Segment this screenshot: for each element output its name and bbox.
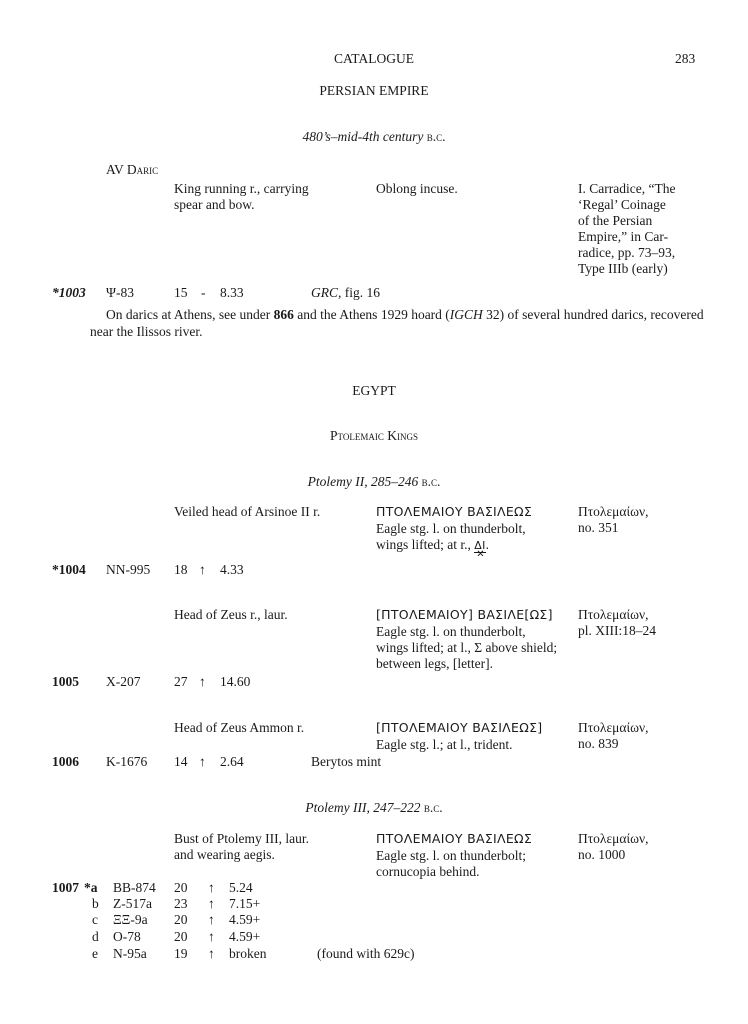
period-text: 480’s–mid-4th century [302,129,424,144]
period-era: b.c. [426,129,446,144]
reverse-description: Eagle stg. l. on thunderbolt; cornucopia behind. [376,848,526,879]
inventory-number: BB-874 [113,880,156,895]
note-italic-ref: IGCH [449,307,483,322]
note-part3: 32) of several hundred darics, recovered near the Ilissos river. [90,307,704,339]
reference-citation: Πτολεμαίων, no. 1000 [578,831,649,862]
entry-number: 1007 [52,880,79,895]
diameter: 23 [174,896,188,911]
weight: 4.59+ [229,929,261,944]
reverse-description: Eagle stg. l. on thunderbolt, wings lifted; at l., Σ above shield; between legs, [letter]. [376,624,558,671]
period-heading [0,129,748,145]
obverse-description: Veiled head of Arsinoe II r. [174,504,321,519]
diameter: 19 [174,946,188,961]
reverse-legend: [ΠΤΟΛΕΜΑΙΟΥ] ΒΑΣΙΛΕ[ΩΣ] [376,607,553,622]
inventory-number: K-1676 [106,754,148,769]
die-axis: ↑ [208,912,215,927]
weight: 7.15+ [229,896,261,911]
commentary-paragraph [90,306,708,340]
reign-text: Ptolemy III, 247–222 [305,800,421,815]
diameter: 15 [174,285,188,300]
reference-citation: Πτολεμαίων, pl. XIII:18–24 [578,607,656,638]
die-axis: ↑ [208,946,215,961]
weight: 14.60 [220,674,251,689]
inventory-number: Ψ-83 [106,285,134,300]
section-title-persian: PERSIAN EMPIRE [319,83,429,98]
reverse-legend: ΠΤΟΛΕΜΑΙΟΥ ΒΑΣΙΛΕΩΣ [376,504,533,519]
inventory-number: X-207 [106,674,141,689]
find-note: (found with 629c) [317,946,415,961]
reverse-legend: ΠΤΟΛΕΜΑΙΟΥ ΒΑΣΙΛΕΩΣ [376,831,533,846]
reign-heading-ptolemy2 [0,474,748,490]
obverse-description: Head of Zeus r., laur. [174,607,288,622]
reverse-end: . [485,537,489,552]
inventory-number: NN-995 [106,562,151,577]
obverse-description: Bust of Ptolemy III, laur. and wearing aegis. [174,831,309,862]
diameter: 20 [174,880,188,895]
inventory-number: ΞΞ-9a [113,912,148,927]
denomination-label: AV Daric [106,162,159,177]
entry-number: *1004 [52,562,86,577]
note-italic: GRC, [311,285,342,300]
page-number: 283 [675,51,696,66]
inventory-number: Z-517a [113,896,152,911]
die-axis: - [201,285,206,300]
reign-heading-ptolemy3 [0,800,748,816]
inventory-number: O-78 [113,929,141,944]
mint-note: Berytos mint [311,754,382,769]
monogram-cross-glyph: ✕ [476,549,485,560]
reverse-text: Eagle stg. l. on thunderbolt, wings lifted; at r., [376,521,526,552]
die-axis: ↑ [199,674,206,689]
specimen-letter: c [92,912,98,927]
section-title-egypt: EGYPT [352,383,396,398]
monogram [474,537,486,560]
specimen-letter: *a [84,880,98,895]
reverse-description: Oblong incuse. [376,181,458,196]
running-title: CATALOGUE [334,51,414,66]
specimen-letter: d [92,929,99,944]
reverse-legend: [ΠΤΟΛΕΜΑΙΟΥ ΒΑΣΙΛΕΩΣ] [376,720,543,735]
note-bold-ref: 866 [273,307,294,322]
entry-number: *1003 [52,285,86,300]
die-axis: ↑ [199,562,206,577]
reign-text: Ptolemy II, 285–246 [307,474,419,489]
reign-era: b.c. [421,474,441,489]
dynasty-heading: Ptolemaic Kings [330,428,418,443]
die-axis: ↑ [208,880,215,895]
weight: broken [229,946,267,961]
reverse-description [376,521,526,560]
die-axis: ↑ [208,896,215,911]
diameter: 14 [174,754,188,769]
monogram-letters: ΔΙ [474,539,486,552]
die-axis: ↑ [208,929,215,944]
note-part2: and the Athens 1929 hoard ( [293,307,450,322]
diameter: 18 [174,562,188,577]
weight: 4.33 [220,562,244,577]
specimen-letter: b [92,896,99,911]
obverse-description: Head of Zeus Ammon r. [174,720,305,735]
weight: 4.59+ [229,912,261,927]
weight: 8.33 [220,285,244,300]
inventory-number: N-95a [113,946,147,961]
entry-number: 1005 [52,674,79,689]
weight: 5.24 [229,880,253,895]
reference-citation: Πτολεμαίων, no. 351 [578,504,649,535]
note-part1: On darics at Athens, see under [106,307,274,322]
obverse-description: King running r., carrying spear and bow. [174,181,309,212]
reign-era: b.c. [423,800,443,815]
specimen-letter: e [92,946,98,961]
reverse-description: Eagle stg. l.; at l., trident. [376,737,513,752]
entry-note [311,285,380,301]
die-axis: ↑ [199,754,206,769]
note-rest: fig. 16 [341,285,380,300]
weight: 2.64 [220,754,244,769]
diameter: 20 [174,912,188,927]
diameter: 27 [174,674,188,689]
diameter: 20 [174,929,188,944]
reference-citation: I. Carradice, “The ‘Regal’ Coinage of the Persian Empire,” in Car- radice, pp. 73–93, Type IIIb (early) [578,181,676,276]
reference-citation: Πτολεμαίων, no. 839 [578,720,649,751]
entry-number: 1006 [52,754,79,769]
